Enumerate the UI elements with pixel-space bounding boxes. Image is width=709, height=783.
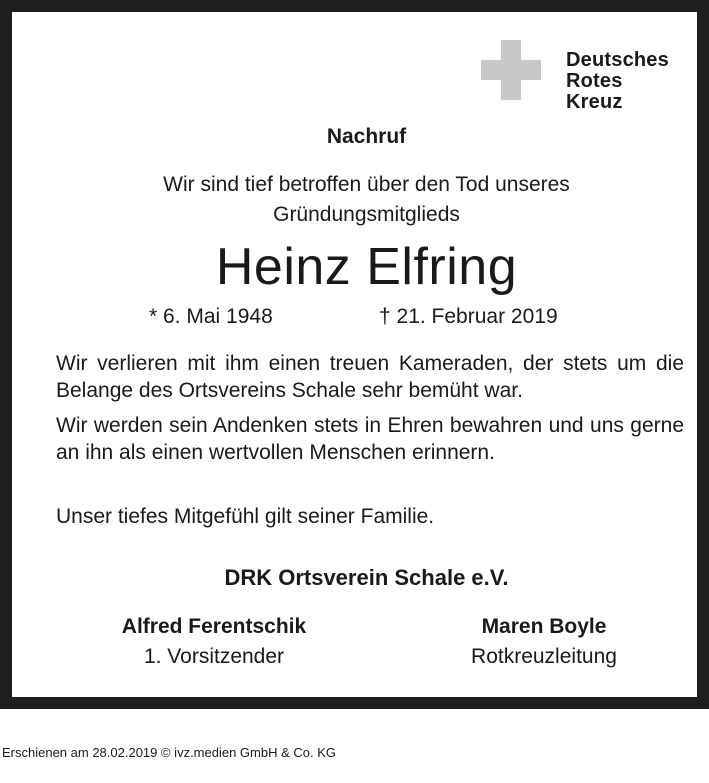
intro-line-2: Gründungsmitglieds: [273, 203, 460, 226]
deceased-name: Heinz Elfring: [215, 238, 518, 296]
paragraph-tribute: Wir verlieren mit ihm einen treuen Kameraden, der stets um die Belange des Ortsvereins Schale sehr bemüht war.: [56, 352, 684, 402]
notice-title: Nachruf: [326, 125, 407, 148]
logo-line-rotes: Rotes: [566, 70, 623, 92]
drk-logo: [481, 40, 691, 112]
organization-name: DRK Ortsverein Schale e.V.: [224, 565, 509, 590]
signatory-role: Rotkreuzleitung: [471, 645, 617, 668]
intro-text: [12, 170, 709, 230]
birth-date: * 6. Mai 1948: [149, 305, 273, 328]
signatory-name: Maren Boyle: [481, 615, 607, 638]
signatory-name: Alfred Ferentschik: [121, 615, 307, 638]
death-date: † 21. Februar 2019: [379, 305, 558, 328]
signatory-left: [84, 612, 344, 672]
intro-line-1: Wir sind tief betroffen über den Tod unseres: [163, 173, 570, 196]
logo-line-kreuz: Kreuz: [566, 91, 623, 113]
paragraph-condolence: Unser tiefes Mitgefühl gilt seiner Familie.: [56, 505, 435, 528]
logo-line-deutsches: Deutsches: [566, 49, 669, 71]
signatory-right: [414, 612, 674, 672]
publication-footer: Erschienen am 28.02.2019 © ivz.medien GmbH & Co. KG: [2, 745, 337, 760]
paragraph-remembrance: Wir werden sein Andenken stets in Ehren bewahren und uns gerne an ihn als einen wertvollen Menschen erinnern.: [56, 414, 684, 464]
signatory-role: 1. Vorsitzender: [143, 645, 285, 668]
red-cross-icon: [481, 40, 541, 100]
logo-wordmark: [566, 50, 669, 113]
